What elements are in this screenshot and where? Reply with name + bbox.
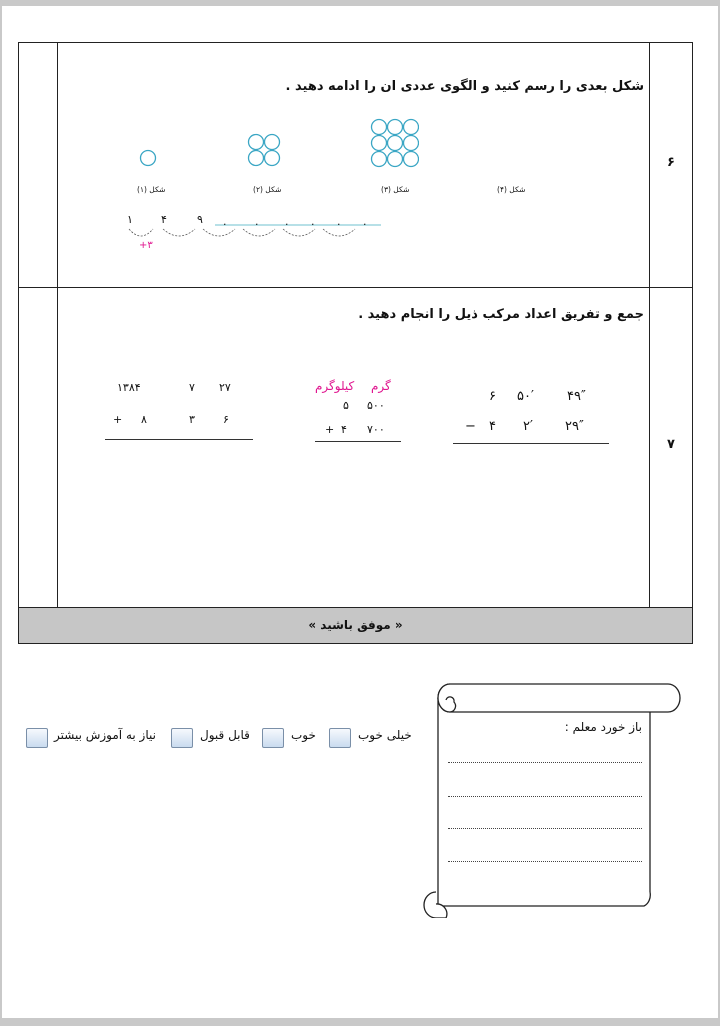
footer-text: « موفق باشید » xyxy=(308,618,403,632)
rating-label: خیلی خوب xyxy=(358,728,412,742)
problem-b-value: ۵ xyxy=(343,399,349,412)
rating-label: قابل قبول xyxy=(200,728,250,742)
problem-c-value: ۴۹″ xyxy=(567,389,586,404)
question-number: ۷ xyxy=(667,437,675,452)
sequence-term: ۴ xyxy=(161,213,167,226)
pattern-circle xyxy=(388,120,403,135)
sequence-arc xyxy=(163,229,195,236)
footer-bar xyxy=(19,607,692,643)
problem-a-operator: + xyxy=(113,413,123,426)
feedback-title: باز خورد معلم : xyxy=(564,720,642,734)
sequence-term: . xyxy=(285,215,289,228)
pattern-circle xyxy=(249,135,264,150)
sequence-arc xyxy=(203,229,235,236)
problem-c-operator: − xyxy=(465,419,476,434)
pattern-circle xyxy=(249,151,264,166)
question-text: جمع و تفریق اعداد مرکب ذیل را انجام دهید . xyxy=(358,307,644,322)
sequence-term: ۹ xyxy=(197,213,203,226)
rating-checkbox-good[interactable] xyxy=(262,728,284,748)
problem-a-value: ۸ xyxy=(141,413,147,426)
sequence-term: ۱ xyxy=(127,213,133,226)
feedback-line[interactable] xyxy=(448,828,642,829)
problem-b-value: ۷۰۰ xyxy=(367,423,385,436)
problem-a-value: ۷ xyxy=(189,381,195,394)
pattern-circle xyxy=(404,120,419,135)
feedback-scroll xyxy=(406,682,682,918)
pattern-circle xyxy=(404,152,419,167)
sequence-arc xyxy=(243,229,275,236)
difference-line xyxy=(453,443,609,444)
sequence-arc xyxy=(129,229,153,236)
problem-c-value: ۲′ xyxy=(523,419,533,434)
rating-checkbox-needs-more-training[interactable] xyxy=(26,728,48,748)
sequence-arc xyxy=(283,229,315,236)
number-column-divider xyxy=(649,43,650,607)
handwritten-unit: کیلوگرم xyxy=(315,379,355,393)
sequence-term: . xyxy=(255,215,259,228)
sequence-term: . xyxy=(363,215,367,228)
rating-checkbox-very-good[interactable] xyxy=(329,728,351,748)
problem-c-value: ۶ xyxy=(489,389,496,404)
pattern-circle xyxy=(265,135,280,150)
figure-label: شکل (۱) xyxy=(137,185,166,194)
sum-line xyxy=(105,439,253,440)
pattern-circle xyxy=(388,136,403,151)
pattern-circle xyxy=(404,136,419,151)
rating-label: نیاز به آموزش بیشتر xyxy=(54,728,156,742)
rating-checkbox-acceptable[interactable] xyxy=(171,728,193,748)
figure-label: شکل (۲) xyxy=(253,185,282,194)
handwritten-step: +۳ xyxy=(139,240,153,251)
feedback-line[interactable] xyxy=(448,796,642,797)
problem-a-value: ۶ xyxy=(223,413,229,426)
feedback-line[interactable] xyxy=(448,762,642,763)
question-number: ۶ xyxy=(667,155,675,170)
pattern-circle xyxy=(372,120,387,135)
sequence-term: . xyxy=(311,215,315,228)
pattern-circle xyxy=(265,151,280,166)
problem-a-value: ۳ xyxy=(189,413,195,426)
sequence-arc xyxy=(323,229,355,236)
rating-label: خوب xyxy=(291,728,316,742)
problem-a-value: ۱۳۸۴ xyxy=(117,381,141,394)
sum-line xyxy=(315,441,401,442)
worksheet-page xyxy=(2,6,718,1018)
figure-label: شکل (۳) xyxy=(381,185,410,194)
pattern-circle xyxy=(372,136,387,151)
problem-b-value: ۵۰۰ xyxy=(367,399,385,412)
handwritten-unit: گرم xyxy=(371,379,391,393)
question-text: شکل بعدی را رسم کنید و الگوی عددی ان را ادامه دهید . xyxy=(285,79,644,94)
sequence-arrows xyxy=(119,207,389,249)
problem-c-value: ۴ xyxy=(489,419,496,434)
problem-c-value: ۲۹″ xyxy=(565,419,584,434)
figure-label: شکل (۴) xyxy=(497,185,526,194)
question-table xyxy=(18,42,693,644)
problem-c-value: ۵۰′ xyxy=(517,389,534,404)
sequence-term: . xyxy=(337,215,341,228)
pattern-circle xyxy=(141,151,156,166)
row-divider xyxy=(19,287,692,288)
pattern-circles xyxy=(99,113,419,173)
problem-a-value: ۲۷ xyxy=(219,381,231,394)
pattern-circle xyxy=(388,152,403,167)
problem-b-value: ۴ xyxy=(341,423,347,436)
sequence-term: . xyxy=(223,215,227,228)
pattern-circle xyxy=(372,152,387,167)
feedback-line[interactable] xyxy=(448,861,642,862)
problem-b-operator: + xyxy=(325,423,335,436)
left-column-divider xyxy=(57,43,58,607)
